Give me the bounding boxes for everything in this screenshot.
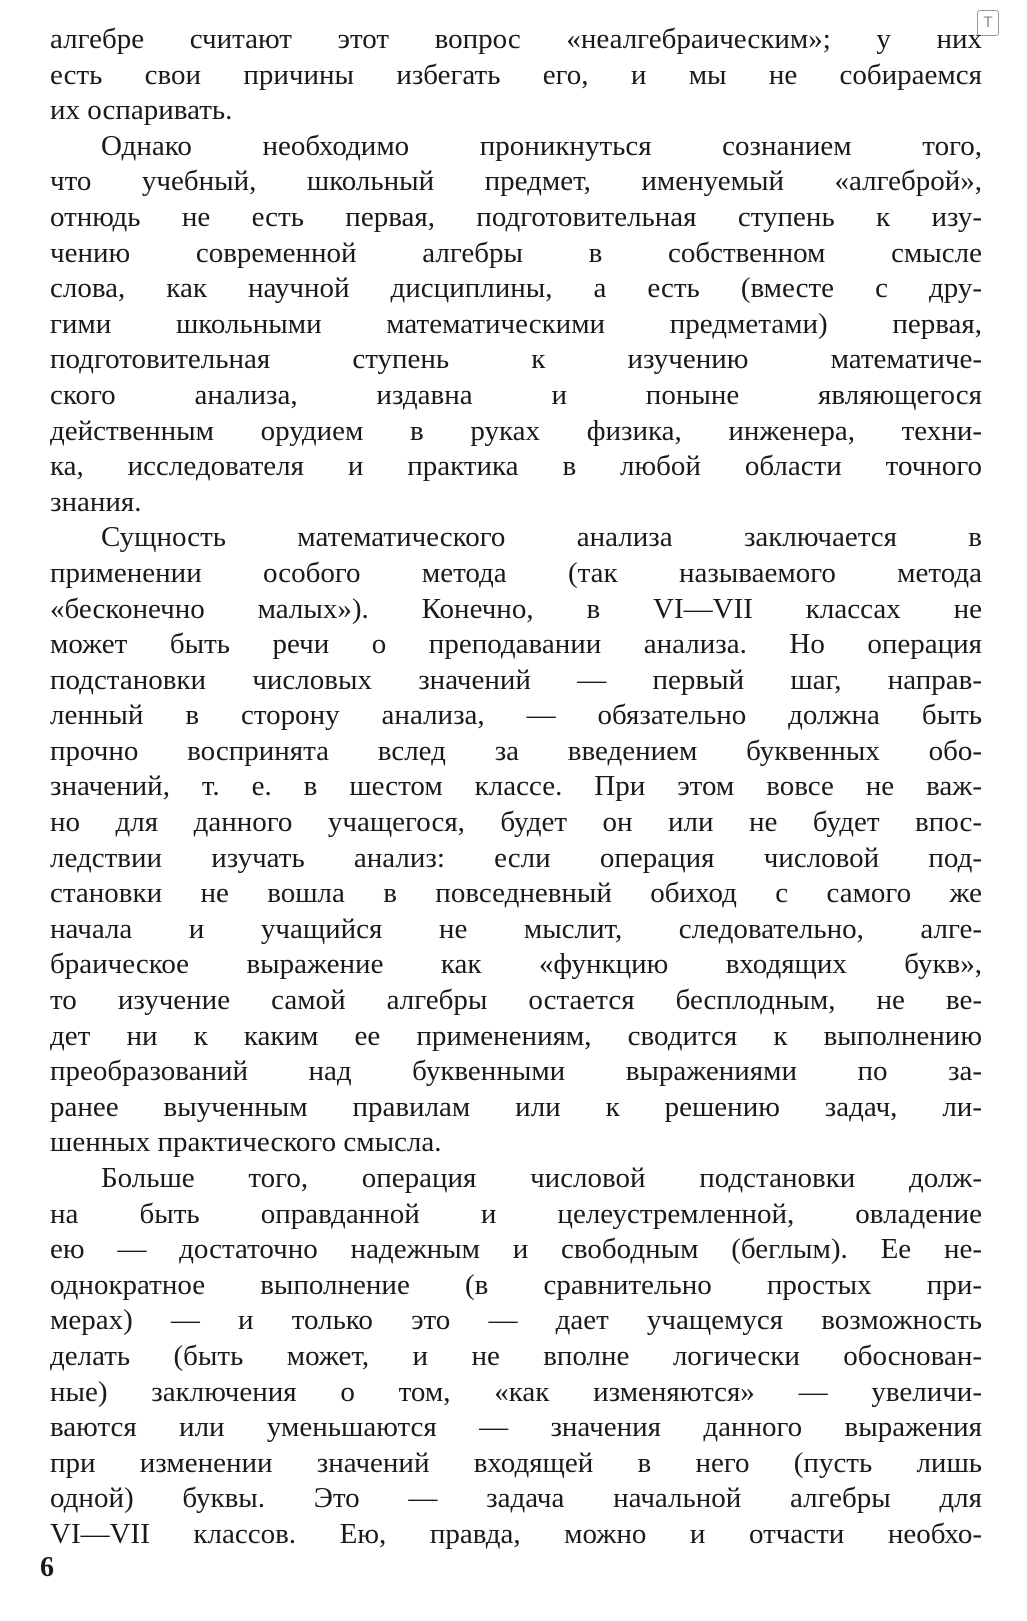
text-line: слова, как научной дисциплины, а есть (вместе с дру- [50, 272, 982, 305]
text-line: становки не вошла в повседневный обиход с самого же [50, 877, 982, 910]
text-line: подготовительная ступень к изучению математиче- [50, 343, 982, 376]
text-line: делать (быть может, и не вполне логически обоснован- [50, 1339, 982, 1372]
text-line: дет ни к каким ее применениям, сводится к выполнению [50, 1019, 982, 1052]
document-page [50, 22, 982, 1553]
text-line: Однако необходимо проникнуться сознанием того, [101, 129, 982, 162]
paragraph [50, 1161, 982, 1553]
text-line: гими школьными математическими предметами) первая, [50, 307, 982, 340]
text-line: ные) заключения о том, «как изменяются» — увеличи- [50, 1375, 982, 1408]
text-line: отнюдь не есть первая, подготовительная ступень к изу- [50, 200, 982, 233]
text-tool-icon[interactable]: T [977, 10, 999, 36]
text-line: однократное выполнение (в сравнительно простых при- [50, 1268, 982, 1301]
text-line: «бесконечно малых»). Конечно, в VI—VII классах не [50, 592, 982, 625]
text-line: ского анализа, издавна и поныне являющегося [50, 378, 982, 411]
text-line: ею — достаточно надежным и свободным (беглым). Ее не- [50, 1233, 982, 1266]
text-line: чению современной алгебры в собственном смысле [50, 236, 982, 269]
text-line: VI—VII классов. Ею, правда, можно и отчасти необхо- [50, 1517, 982, 1550]
text-line: ранее выученным правилам или к решению задач, ли- [50, 1090, 982, 1123]
text-line: преобразований над буквенными выражениями по за- [50, 1055, 982, 1088]
text-line: ленный в сторону анализа, — обязательно должна быть [50, 699, 982, 732]
paragraph [50, 22, 982, 129]
text-line: знания. [50, 485, 142, 518]
text-line: браическое выражение как «функцию входящих букв», [50, 948, 982, 981]
paragraph [50, 520, 982, 1161]
text-line: мерах) — и только это — дает учащемуся возможность [50, 1304, 982, 1337]
text-line: что учебный, школьный предмет, именуемый «алгеброй», [50, 165, 982, 198]
text-line: шенных практического смысла. [50, 1126, 442, 1159]
text-line: на быть оправданной и целеустремленной, овладение [50, 1197, 982, 1230]
text-line: есть свои причины избегать его, и мы не собираемся [50, 58, 982, 91]
text-line: ка, исследователя и практика в любой области точного [50, 450, 982, 483]
page-number: 6 [40, 1552, 54, 1583]
text-line: их оспаривать. [50, 94, 233, 127]
text-line: Больше того, операция числовой подстановки долж- [101, 1162, 982, 1194]
text-line: применении особого метода (так называемого метода [50, 556, 982, 589]
text-line: прочно воспринята вслед за введением буквенных обо- [50, 734, 982, 767]
text-line: может быть речи о преподавании анализа. Но операция [50, 628, 982, 661]
text-line: начала и учащийся не мыслит, следовательно, алге- [50, 912, 982, 945]
text-line: действенным орудием в руках физика, инженера, техни- [50, 414, 982, 447]
text-line: то изучение самой алгебры остается бесплодным, не ве- [50, 984, 982, 1017]
text-line: алгебре считают этот вопрос «неалгебраическим»; у них [50, 23, 982, 55]
paragraph [50, 129, 982, 521]
text-line: подстановки числовых значений — первый шаг, направ- [50, 663, 982, 696]
text-line: значений, т. е. в шестом классе. При этом вовсе не важ- [50, 770, 982, 803]
text-line: ледствии изучать анализ: если операция числовой под- [50, 841, 982, 874]
text-line: но для данного учащегося, будет он или не будет впос- [50, 806, 982, 839]
text-line: Сущность математического анализа заключается в [101, 521, 982, 554]
text-line: при изменении значений входящей в него (пусть лишь [50, 1446, 982, 1479]
text-line: одной) буквы. Это — задача начальной алгебры для [50, 1482, 982, 1515]
text-line: ваются или уменьшаются — значения данного выражения [50, 1411, 982, 1444]
